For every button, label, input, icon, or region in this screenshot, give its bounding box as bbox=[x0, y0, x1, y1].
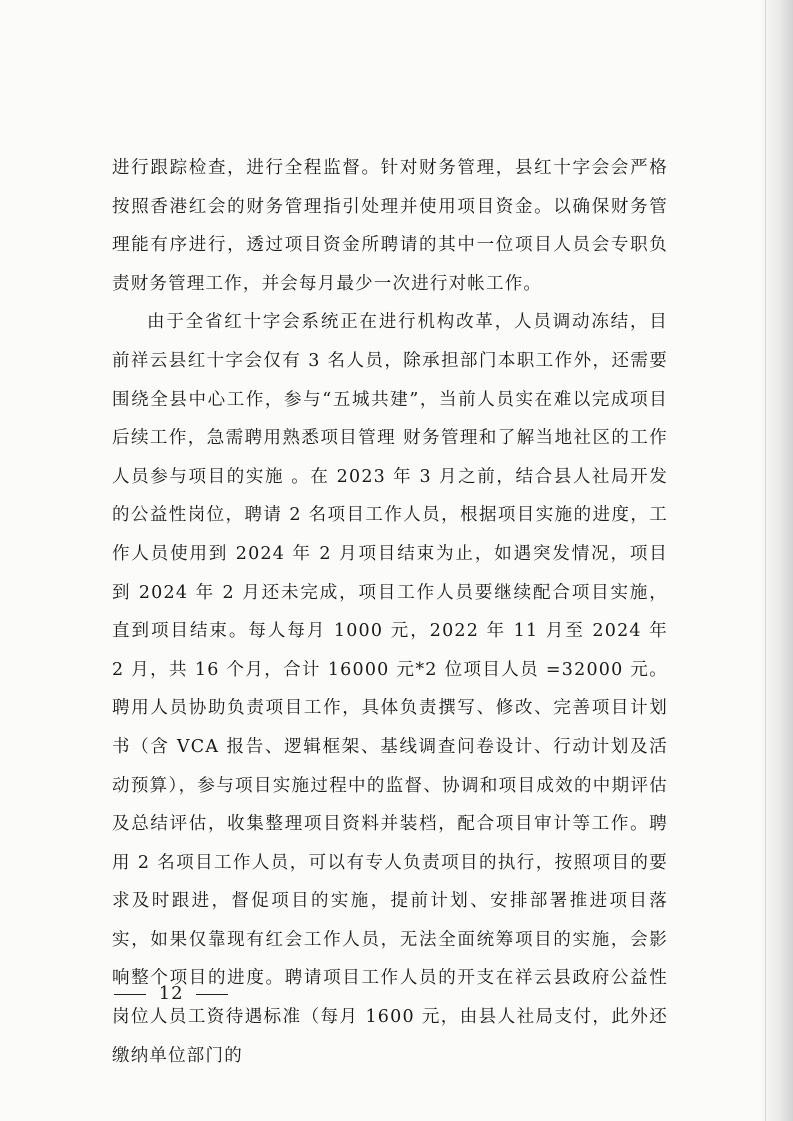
footer-dash-right bbox=[196, 994, 228, 995]
page-number: 12 bbox=[158, 983, 184, 1004]
page-footer bbox=[108, 983, 234, 1004]
page-edge-shadow bbox=[759, 0, 793, 1121]
paragraph-continued: 进行跟踪检查，进行全程监督。针对财务管理，县红十字会会严格按照香港红会的财务管理指引处理并使用项目资金。以确保财务管理能有序进行，透过项目资金所聘请的其中一位项目人员会专职负责财务管理工作，并会每月最少一次进行对帐工作。 bbox=[112, 158, 668, 294]
footer-dash-left bbox=[114, 994, 146, 995]
paragraph-staffing: 由于全省红十字会系统正在进行机构改革，人员调动冻结，目前祥云县红十字会仅有 3 名人员，除承担部门本职工作外，还需要围绕全县中心工作，参与“五城共建”，当前人员实在难以完成项目后续工作，急需聘用熟悉项目管理 财务管理和了解当地社区的工作人员参与项目的实施 。在 2023 年 3 月之前，结合县人社局开发的公益性岗位，聘请 2 名项目工作人员，根据项目实施的进度，工作人员使用到 2024 年 2 月项目结束为止，如遇突发情况，项目到 2024 年 2 月还未完成，项目工作人员要继续配合项目实施，直到项目结束。每人每月 1000 元，2022 年 11 月至 2024 年 2 月，共 16 个月，合计 16000 元*2 位项目人员 =32000 元。聘用人员协助负责项目工作，具体负责撰写、修改、完善项目计划书（含 VCA 报告、逻辑框架、基线调查问卷设计、行动计划及活动预算），参与项目实施过程中的监督、协调和项目成效的中期评估及总结评估，收集整理项目资料并装档，配合项目审计等工作。聘用 2 名项目工作人员，可以有专人负责项目的执行，按照项目的要求及时跟进，督促项目的实施，提前计划、安排部署推进项目落实，如果仅靠现有红会工作人员，无法全面统筹项目的实施，会影响整个项目的进度。聘请项目工作人员的开支在祥云县政府公益性岗位人员工资待遇标准（每月 1600 元，由县人社局支付，此外还缴纳单位部门的 bbox=[112, 312, 668, 1066]
body-text bbox=[112, 149, 668, 1075]
